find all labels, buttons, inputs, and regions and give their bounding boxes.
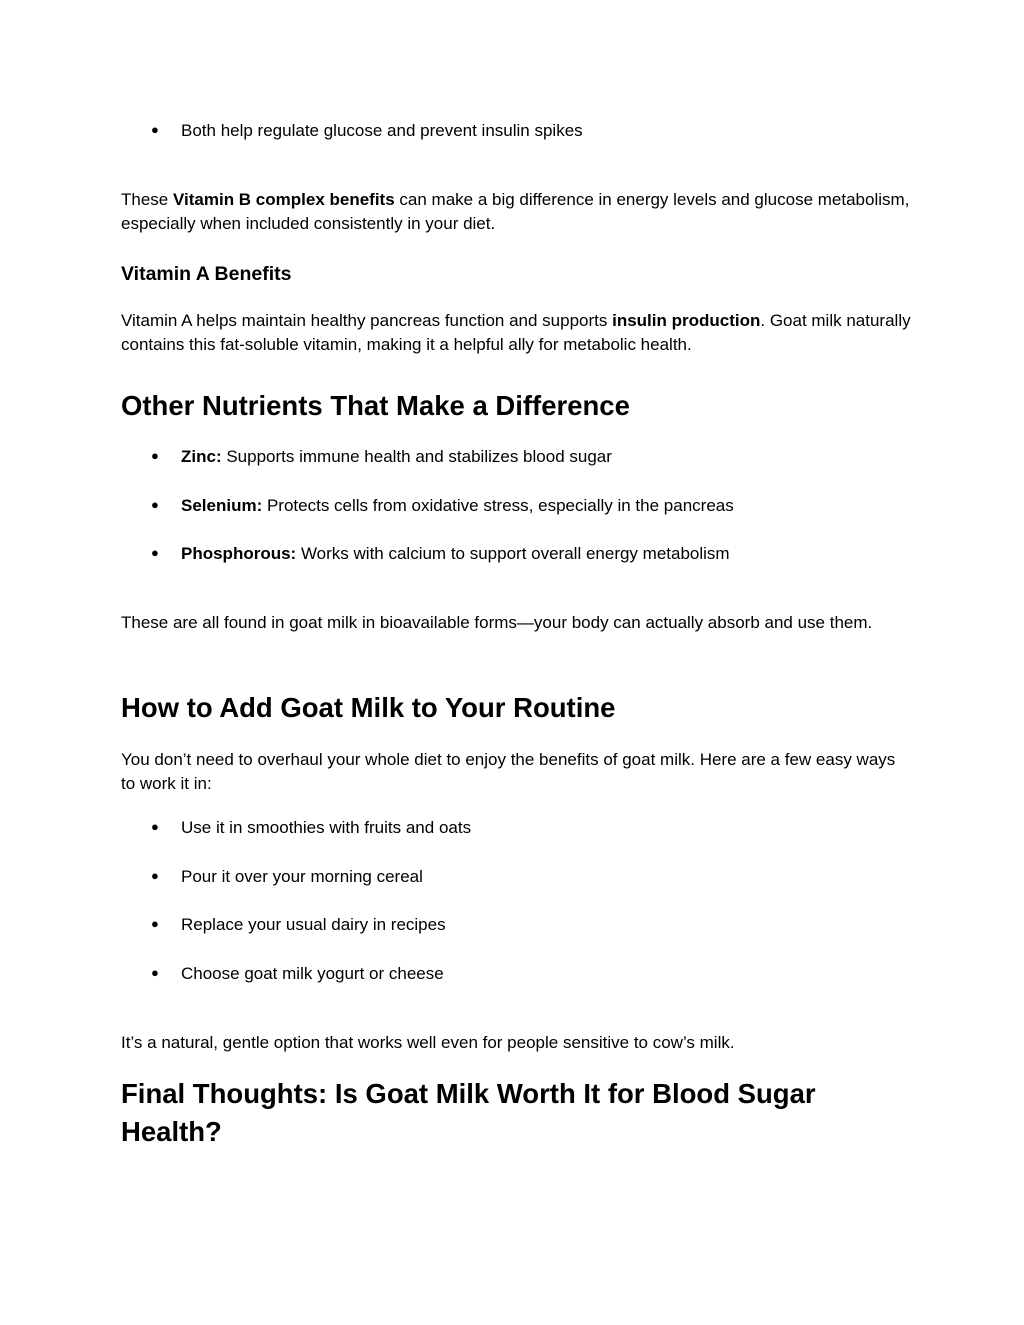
- list-item-text: Works with calcium to support overall energy metabolism: [296, 544, 730, 563]
- bullet-icon: ●: [151, 819, 159, 834]
- routine-note: It’s a natural, gentle option that works well even for people sensitive to cow’s milk.: [121, 1033, 735, 1052]
- list-item: [151, 962, 911, 987]
- vitamin-b-paragraph: [121, 188, 911, 236]
- text-run: can make a big difference in energy levels and glucose metabolism, especially when included consistently in your diet.: [121, 190, 910, 233]
- text-run: . Goat milk naturally contains this fat-soluble vitamin, making it a helpful ally for metabolic health.: [121, 311, 911, 354]
- list-item-label: Selenium:: [181, 496, 263, 515]
- bullet-icon: ●: [151, 868, 159, 883]
- list-item: [151, 816, 911, 841]
- list-item: [151, 542, 911, 567]
- list-item: [151, 119, 911, 144]
- list-item-text: Replace your usual dairy in recipes: [181, 915, 446, 934]
- section-heading-vitamin-a: Vitamin A Benefits: [121, 263, 292, 285]
- text-run: These: [121, 190, 173, 209]
- bullet-icon: ●: [151, 122, 159, 137]
- bold-text: insulin production: [612, 311, 761, 330]
- nutrients-paragraph: These are all found in goat milk in bioavailable forms—your body can actually absorb and use them.: [121, 613, 873, 632]
- list-item-text: Protects cells from oxidative stress, especially in the pancreas: [262, 496, 734, 515]
- text-run: Vitamin A helps maintain healthy pancreas function and supports: [121, 311, 613, 330]
- section-heading-final-thoughts: Final Thoughts: Is Goat Milk Worth It for Blood Sugar Health?: [121, 1078, 816, 1147]
- list-item-text: Both help regulate glucose and prevent insulin spikes: [181, 121, 583, 140]
- bold-text: Vitamin B complex benefits: [172, 190, 395, 209]
- bullet-icon: ●: [151, 448, 159, 463]
- list-item-text: Use it in smoothies with fruits and oats: [181, 818, 472, 837]
- list-item: [151, 865, 911, 890]
- list-item: [151, 494, 911, 519]
- list-item-text: Pour it over your morning cereal: [181, 867, 423, 886]
- list-item: [151, 913, 911, 938]
- section-heading-other-nutrients: Other Nutrients That Make a Difference: [121, 390, 630, 421]
- routine-paragraph: You don’t need to overhaul your whole diet to enjoy the benefits of goat milk. Here are a few easy ways to work it in:: [121, 750, 896, 793]
- list-item-label: Zinc:: [181, 447, 222, 466]
- bullet-icon: ●: [151, 916, 159, 931]
- list-item: [151, 445, 911, 470]
- list-item-text: Choose goat milk yogurt or cheese: [181, 964, 444, 983]
- bullet-icon: ●: [151, 497, 159, 512]
- bullet-icon: ●: [151, 965, 159, 980]
- list-item-label: Phosphorous:: [181, 544, 297, 563]
- list-item-text: Supports immune health and stabilizes blood sugar: [221, 447, 612, 466]
- section-heading-routine: How to Add Goat Milk to Your Routine: [121, 692, 616, 723]
- vitamin-a-paragraph: [121, 309, 911, 357]
- bullet-icon: ●: [151, 545, 159, 560]
